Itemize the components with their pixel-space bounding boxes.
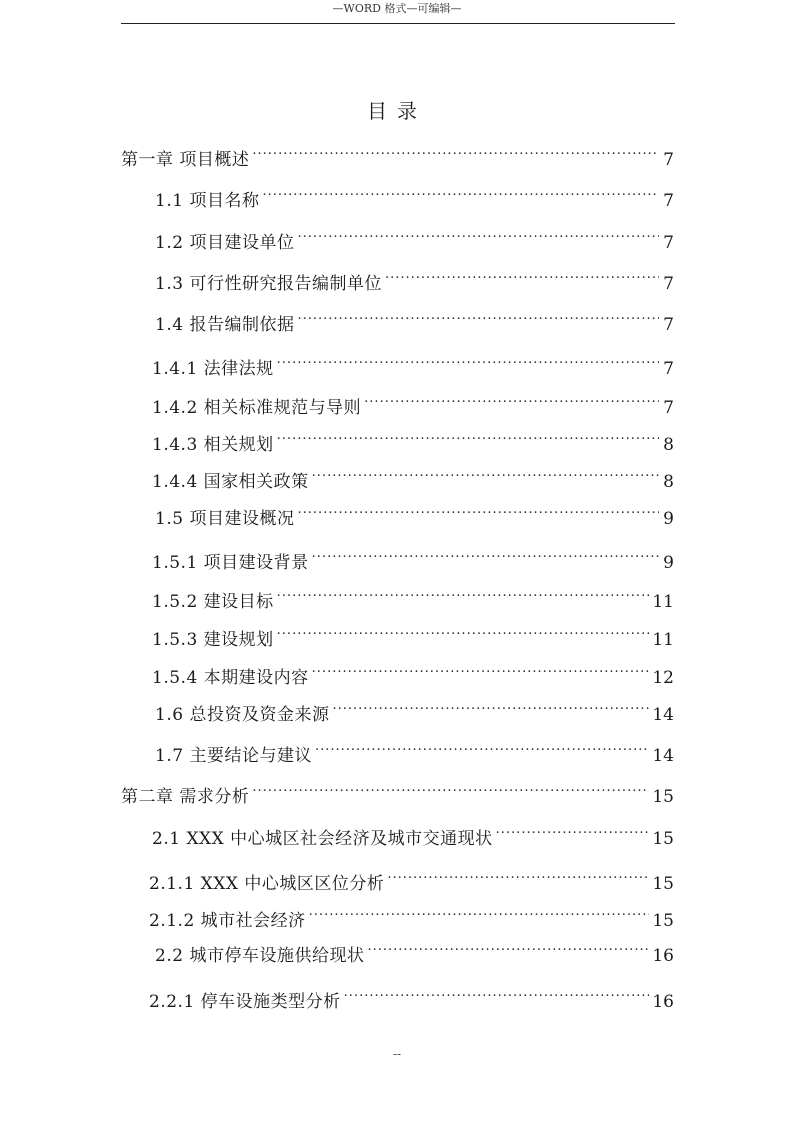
toc-entry-label: 1.4.3 相关规划 (152, 435, 274, 455)
toc-entry-label: 1.5.3 建设规划 (152, 630, 274, 650)
toc-entry-label: 2.1.1 XXX 中心城区区位分析 (149, 874, 385, 894)
toc-entry-label: 1.4.2 相关标准规范与导则 (152, 398, 362, 418)
toc-leader-dots (312, 459, 659, 487)
toc-entry-page: 16 (652, 946, 674, 966)
toc-entry[interactable] (152, 655, 674, 688)
toc-entry[interactable] (155, 692, 674, 725)
toc-entry-label: 2.1 XXX 中心城区社会经济及城市交通现状 (152, 829, 493, 849)
toc-leader-dots (252, 137, 659, 165)
toc-entry-label: 1.6 总投资及资金来源 (155, 705, 330, 725)
toc-entry-page: 12 (652, 668, 674, 688)
toc-entry-label: 1.5.2 建设目标 (152, 592, 274, 612)
toc-entry[interactable] (155, 302, 674, 335)
toc-entry-label: 2.2 城市停车设施供给现状 (155, 946, 365, 966)
toc-leader-dots (367, 933, 649, 961)
toc-leader-dots (332, 692, 649, 720)
toc-entry-page: 14 (652, 705, 674, 725)
toc-entry[interactable] (155, 220, 674, 253)
toc-leader-dots (385, 261, 659, 289)
toc-entry-page: 9 (663, 553, 674, 573)
toc-entry-page: 15 (652, 911, 674, 931)
toc-leader-dots (277, 617, 650, 645)
toc-entry-page: 7 (663, 315, 674, 335)
toc-leader-dots (309, 898, 650, 926)
toc-entry-page: 7 (663, 233, 674, 253)
toc-entry-label: 2.1.2 城市社会经济 (149, 911, 306, 931)
toc-entry-page: 11 (652, 630, 674, 650)
toc-entry-page: 15 (652, 829, 674, 849)
toc-entry-label: 1.5.4 本期建设内容 (152, 668, 309, 688)
toc-entry-page: 15 (652, 874, 674, 894)
toc-entry-page: 7 (663, 274, 674, 294)
toc-leader-dots (387, 861, 649, 889)
toc-entry[interactable] (155, 733, 674, 766)
toc-title: 目录 (367, 99, 427, 123)
toc-entry[interactable] (155, 933, 674, 966)
toc-entry-label: 1.4.4 国家相关政策 (152, 472, 309, 492)
toc-entry-page: 9 (663, 509, 674, 529)
toc-entry[interactable] (149, 979, 674, 1012)
toc-entry-label: 2.2.1 停车设施类型分析 (149, 992, 341, 1012)
toc-entry[interactable] (121, 137, 674, 170)
toc-leader-dots (277, 579, 650, 607)
toc-leader-dots (312, 540, 659, 568)
toc-entry[interactable] (152, 617, 674, 650)
toc-entry-page: 14 (652, 746, 674, 766)
toc-entry[interactable] (152, 459, 674, 492)
toc-entry[interactable] (152, 422, 674, 455)
toc-leader-dots (312, 655, 650, 683)
toc-entry-label: 1.4 报告编制依据 (155, 315, 295, 335)
toc-entry-page: 8 (663, 435, 674, 455)
toc-entry-page: 7 (663, 191, 674, 211)
toc-entry[interactable] (152, 816, 674, 849)
toc-entry-page: 15 (652, 787, 674, 807)
toc-leader-dots (277, 422, 659, 450)
toc-entry[interactable] (152, 385, 674, 418)
toc-entry-page: 7 (663, 398, 674, 418)
toc-leader-dots (297, 302, 659, 330)
toc-entry-page: 7 (663, 359, 674, 379)
toc-entry[interactable] (121, 774, 674, 807)
toc-entry-label: 1.1 项目名称 (155, 191, 260, 211)
toc-entry-page: 11 (652, 592, 674, 612)
toc-entry[interactable] (155, 261, 674, 294)
toc-leader-dots (262, 178, 659, 206)
page-footer: -- (392, 1047, 402, 1061)
toc-entry-label: 1.7 主要结论与建议 (155, 746, 312, 766)
toc-entry[interactable] (152, 346, 674, 379)
toc-leader-dots (496, 816, 650, 844)
toc-entry[interactable] (149, 861, 674, 894)
toc-leader-dots (297, 220, 659, 248)
toc-entry-label: 第二章 需求分析 (121, 787, 250, 807)
toc-entry-label: 1.5.1 项目建设背景 (152, 553, 309, 573)
toc-entry-label: 1.2 项目建设单位 (155, 233, 295, 253)
toc-entry[interactable] (155, 178, 674, 211)
toc-entry-page: 16 (652, 992, 674, 1012)
toc-leader-dots (252, 774, 649, 802)
toc-leader-dots (277, 346, 659, 374)
toc-entry[interactable] (152, 540, 674, 573)
toc-entry[interactable] (152, 579, 674, 612)
page-header: —WORD 格式—可编辑— (332, 2, 462, 15)
toc-entry-page: 7 (663, 150, 674, 170)
toc-leader-dots (344, 979, 650, 1007)
toc-entry-page: 8 (663, 472, 674, 492)
toc-entry[interactable] (155, 496, 674, 529)
toc-entry-label: 1.4.1 法律法规 (152, 359, 274, 379)
toc-leader-dots (297, 496, 659, 524)
toc-leader-dots (315, 733, 649, 761)
toc-entry[interactable] (149, 898, 674, 931)
toc-entry-label: 1.5 项目建设概况 (155, 509, 295, 529)
toc-entry-label: 第一章 项目概述 (121, 150, 250, 170)
toc-entry-label: 1.3 可行性研究报告编制单位 (155, 274, 382, 294)
toc-leader-dots (364, 385, 659, 413)
